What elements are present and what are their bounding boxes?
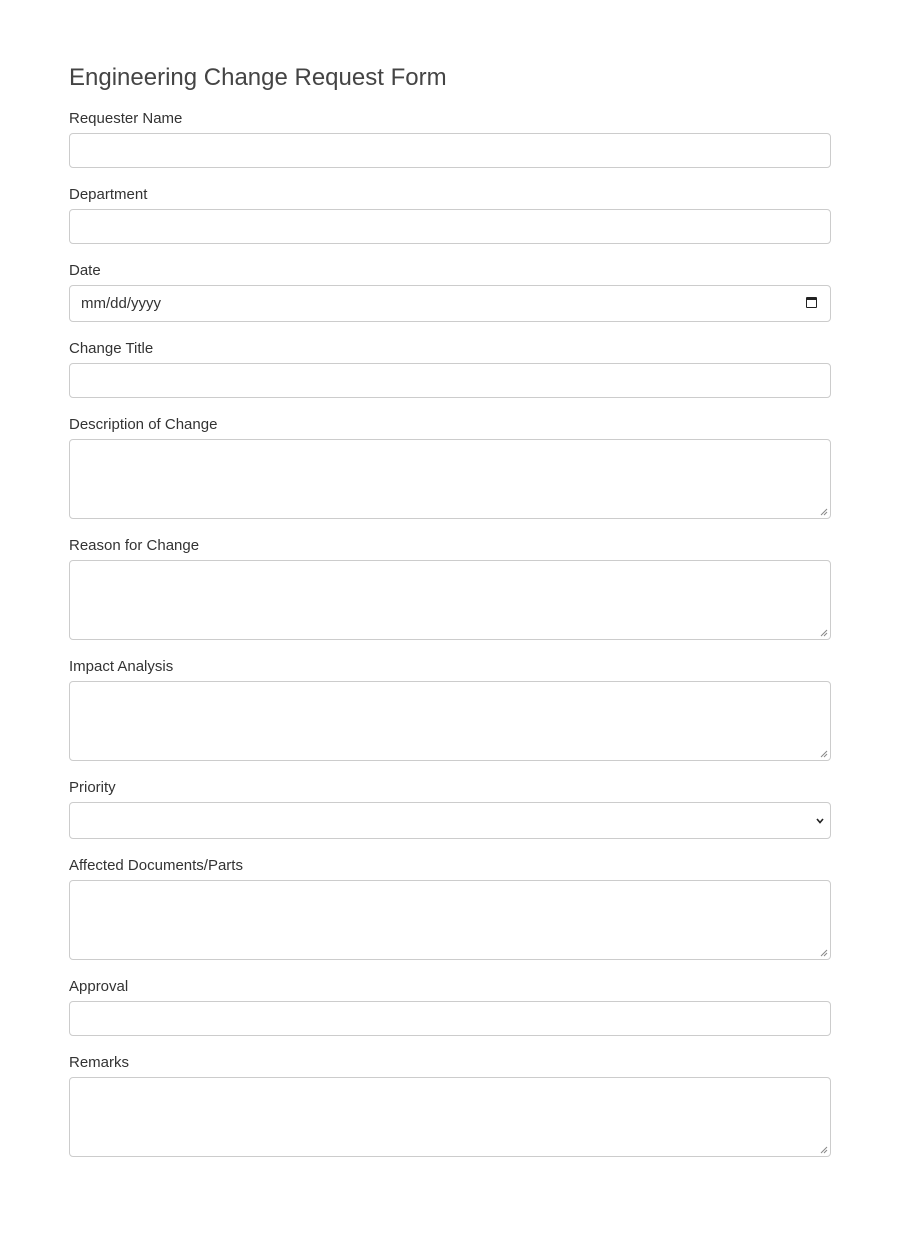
reason-label: Reason for Change — [69, 537, 200, 554]
resize-handle-icon[interactable] — [820, 949, 828, 957]
affected-textarea[interactable] — [69, 880, 831, 960]
date-label: Date — [69, 262, 101, 279]
engineering-change-request-form — [69, 63, 831, 1175]
remarks-label: Remarks — [69, 1054, 130, 1071]
approval-input[interactable] — [69, 1001, 831, 1036]
affected-label: Affected Documents/Parts — [69, 857, 243, 874]
requester-name-group — [69, 110, 831, 168]
priority-label: Priority — [69, 779, 116, 796]
resize-handle-icon[interactable] — [820, 1146, 828, 1154]
calendar-icon[interactable] — [806, 297, 817, 308]
remarks-group — [69, 1054, 831, 1157]
remarks-textarea[interactable] — [69, 1077, 831, 1157]
change-title-group — [69, 340, 831, 398]
date-input[interactable] — [69, 285, 831, 322]
department-label: Department — [69, 186, 148, 203]
page-title: Engineering Change Request Form — [69, 64, 447, 91]
description-label: Description of Change — [69, 416, 218, 433]
resize-handle-icon[interactable] — [820, 750, 828, 758]
change-title-label: Change Title — [69, 340, 154, 357]
resize-handle-icon[interactable] — [820, 508, 828, 516]
chevron-down-icon — [816, 817, 824, 825]
approval-group — [69, 978, 831, 1036]
description-group — [69, 416, 831, 519]
change-title-input[interactable] — [69, 363, 831, 398]
impact-group — [69, 658, 831, 761]
reason-group — [69, 537, 831, 640]
approval-label: Approval — [69, 978, 129, 995]
requester-name-input[interactable] — [69, 133, 831, 168]
impact-label: Impact Analysis — [69, 658, 174, 675]
department-group — [69, 186, 831, 244]
department-input[interactable] — [69, 209, 831, 244]
affected-group — [69, 857, 831, 960]
requester-name-label: Requester Name — [69, 110, 183, 127]
date-group — [69, 262, 831, 322]
impact-textarea[interactable] — [69, 681, 831, 761]
reason-textarea[interactable] — [69, 560, 831, 640]
date-placeholder: mm/dd/yyyy — [81, 295, 162, 312]
priority-select[interactable] — [69, 802, 831, 839]
description-textarea[interactable] — [69, 439, 831, 519]
priority-group — [69, 779, 831, 839]
resize-handle-icon[interactable] — [820, 629, 828, 637]
